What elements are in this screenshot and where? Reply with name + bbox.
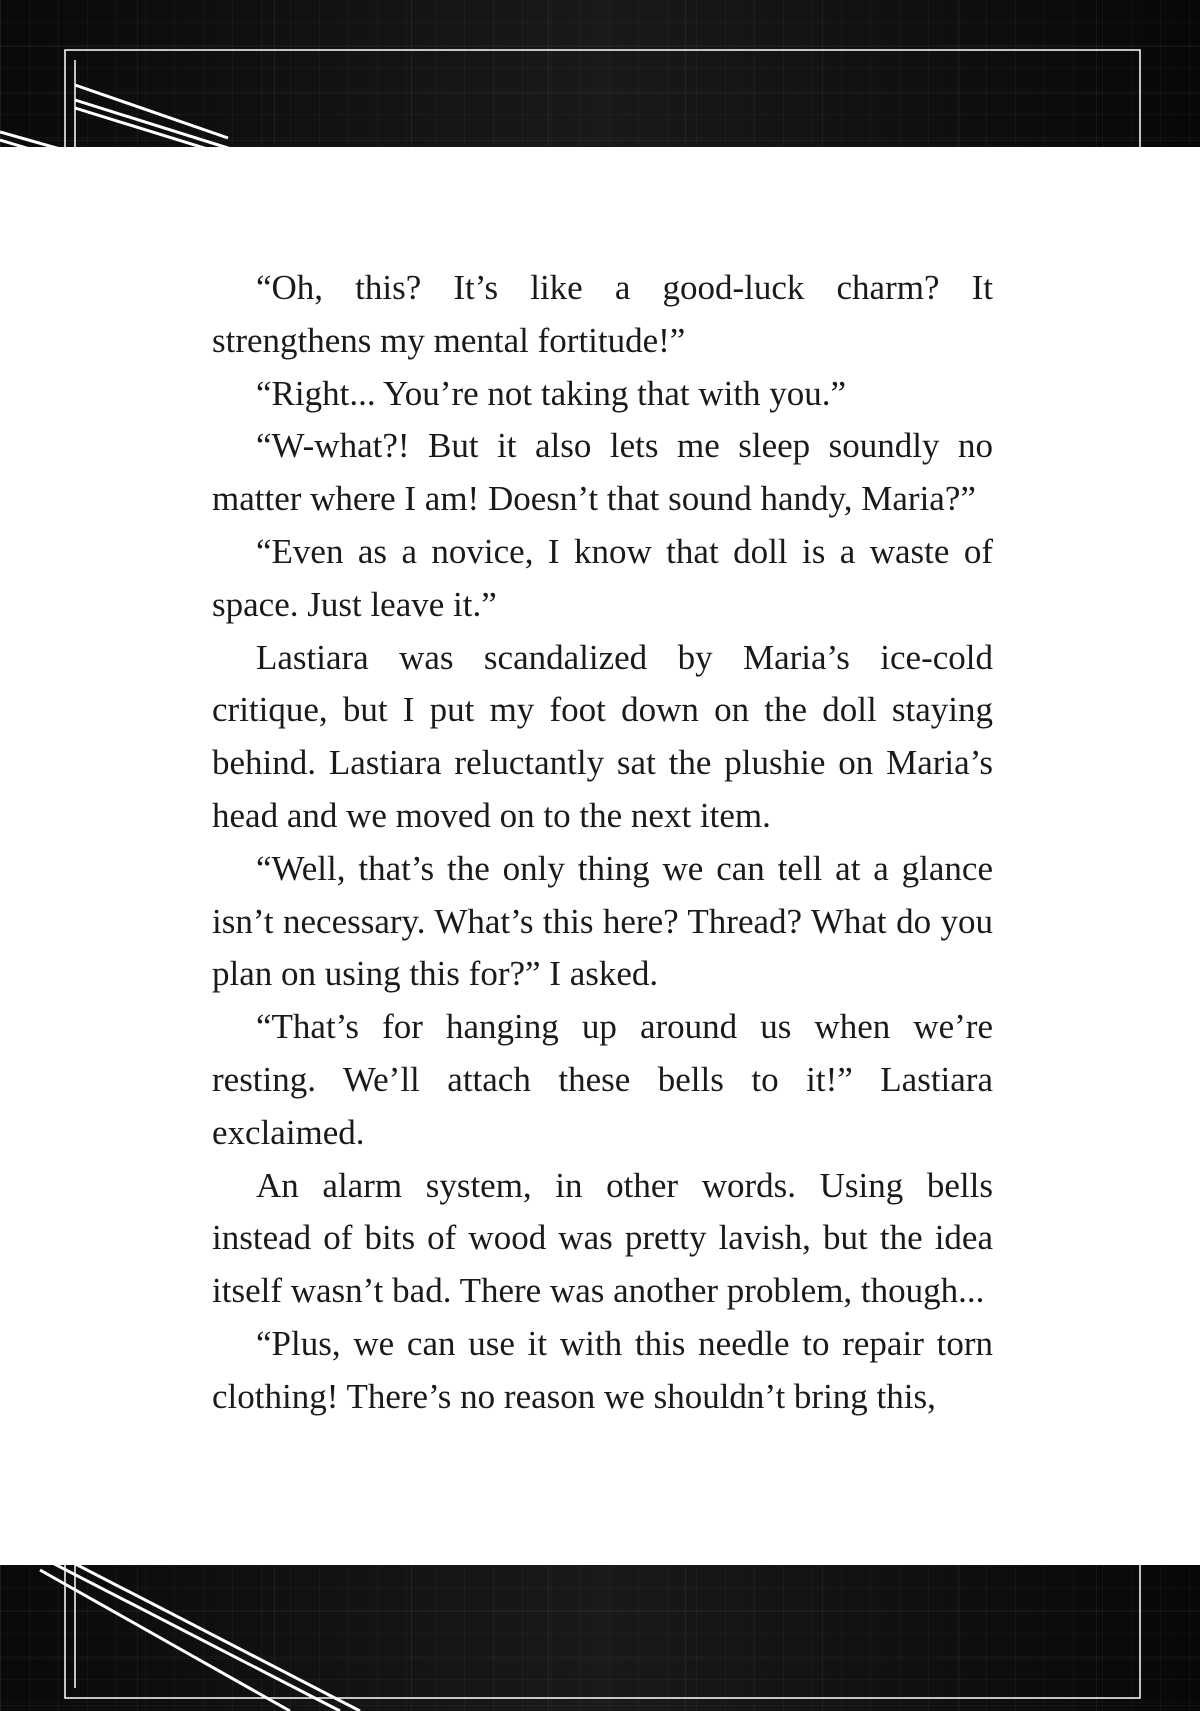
paragraph-3: “W-what?! But it also lets me sleep soundly no matter where I am! Doesn’t that sound handy, Maria?” (212, 426, 993, 519)
paragraph-1: “Oh, this? It’s like a good-luck charm? It strengthens my mental fortitude!” (212, 268, 993, 360)
paragraph-4: “Even as a novice, I know that doll is a waste of space. Just leave it.” (212, 531, 993, 624)
paragraph-7: “That’s for hanging up around us when we’re resting. We’ll attach these bells to it!” Lastiara exclaimed. (212, 1007, 993, 1152)
paragraph-5: Lastiara was scandalized by Maria’s ice-cold critique, but I put my foot down on the doll staying behind. Lastiara reluctantly sat the plushie on Maria’s head and we moved on to the next item. (212, 637, 993, 835)
paragraph-6: “Well, that’s the only thing we can tell at a glance isn’t necessary. What’s this here? Thread? What do you plan on using this for?” I asked. (212, 848, 993, 994)
bottom-border-band (0, 1565, 1200, 1711)
top-border-band (0, 0, 1200, 147)
paragraph-8: An alarm system, in other words. Using bells instead of bits of wood was pretty lavish, but the idea itself wasn’t bad. There was another problem, though... (212, 1165, 993, 1311)
paragraph-2: “Right... You’re not taking that with you.” (256, 373, 847, 413)
paragraph-9: “Plus, we can use it with this needle to repair torn clothing! There’s no reason we shouldn’t bring this, (212, 1323, 993, 1416)
body-text (212, 262, 993, 1424)
